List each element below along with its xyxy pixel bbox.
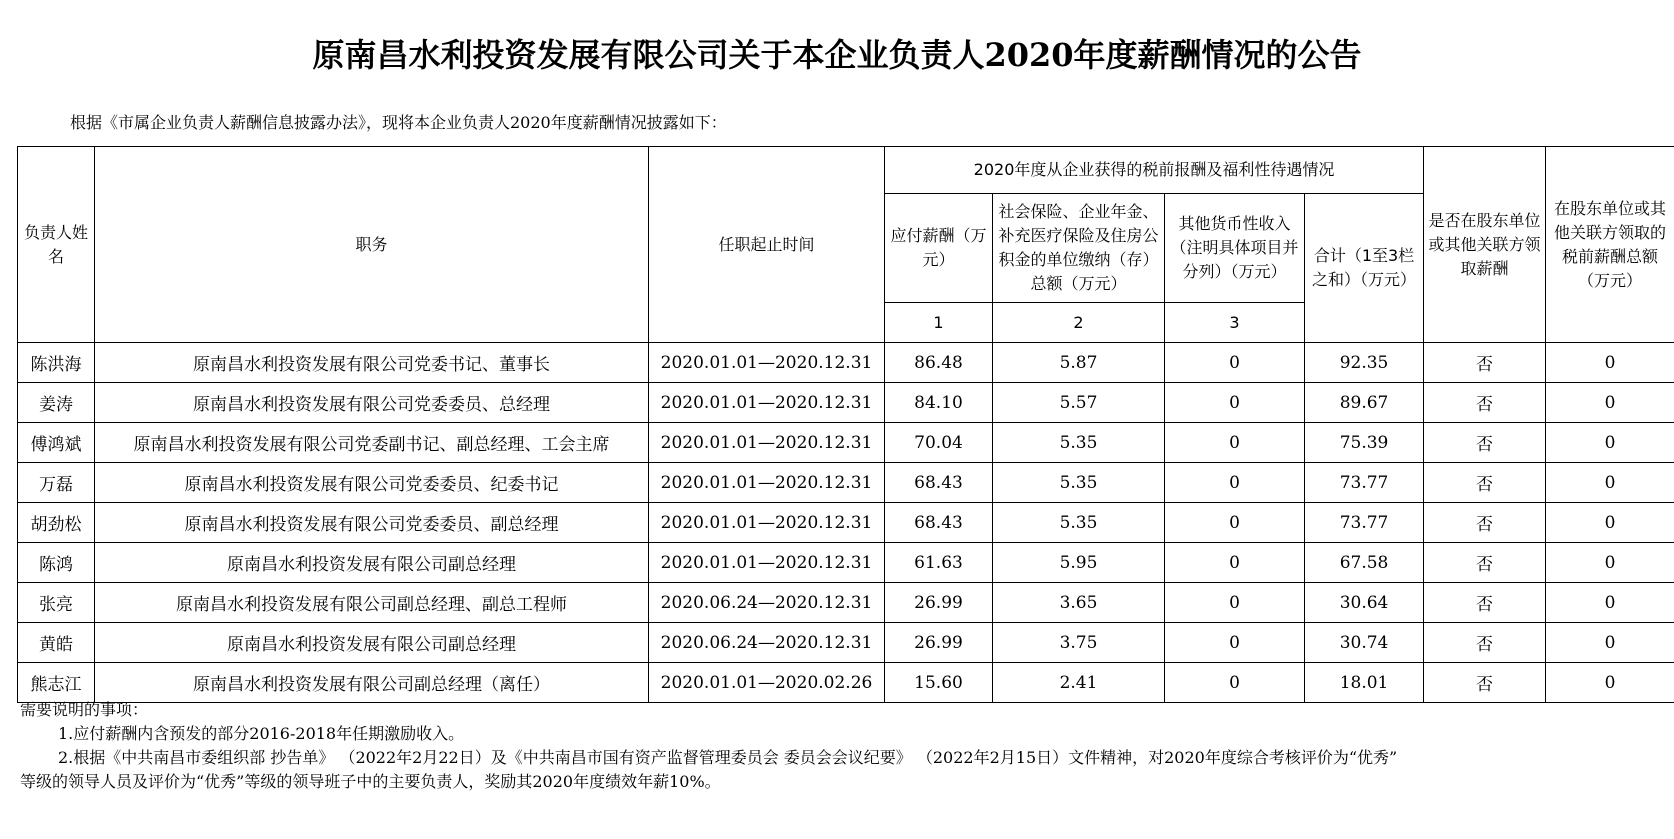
cell-name: 万磊	[18, 463, 95, 503]
cell-shareholder-amount: 0	[1546, 543, 1674, 583]
header-insurance: 社会保险、企业年金、补充医疗保险及住房公积金的单位缴纳（存）总额（万元）	[993, 194, 1165, 303]
cell-name: 黄皓	[18, 623, 95, 663]
cell-insurance: 5.35	[993, 503, 1165, 543]
cell-name: 张亮	[18, 583, 95, 623]
cell-insurance: 5.95	[993, 543, 1165, 583]
cell-pay: 26.99	[885, 583, 993, 623]
cell-total: 18.01	[1305, 663, 1424, 703]
cell-position: 原南昌水利投资发展有限公司副总经理（离任）	[95, 663, 649, 703]
header-col-1: 1	[885, 303, 993, 343]
cell-total: 30.74	[1305, 623, 1424, 663]
notes-section	[20, 698, 1665, 794]
cell-other: 0	[1165, 543, 1305, 583]
cell-name: 陈洪海	[18, 343, 95, 383]
cell-term: 2020.01.01—2020.12.31	[649, 423, 885, 463]
cell-pay: 61.63	[885, 543, 993, 583]
cell-shareholder: 否	[1424, 343, 1546, 383]
cell-name: 胡劲松	[18, 503, 95, 543]
cell-other: 0	[1165, 623, 1305, 663]
cell-shareholder: 否	[1424, 463, 1546, 503]
cell-name: 姜涛	[18, 383, 95, 423]
cell-other: 0	[1165, 343, 1305, 383]
table-row	[18, 543, 1674, 583]
cell-shareholder-amount: 0	[1546, 463, 1674, 503]
header-col-2: 2	[993, 303, 1165, 343]
cell-total: 73.77	[1305, 503, 1424, 543]
header-name: 负责人姓名	[18, 147, 95, 343]
cell-term: 2020.01.01—2020.02.26	[649, 663, 885, 703]
table-row	[18, 503, 1674, 543]
cell-name: 傅鸿斌	[18, 423, 95, 463]
table-row	[18, 423, 1674, 463]
cell-position: 原南昌水利投资发展有限公司党委委员、总经理	[95, 383, 649, 423]
cell-name: 熊志江	[18, 663, 95, 703]
cell-other: 0	[1165, 663, 1305, 703]
cell-position: 原南昌水利投资发展有限公司副总经理	[95, 543, 649, 583]
cell-other: 0	[1165, 383, 1305, 423]
cell-shareholder: 否	[1424, 383, 1546, 423]
cell-pay: 26.99	[885, 623, 993, 663]
note-item-2: 2.根据《中共南昌市委组织部 抄告单》 （2022年2月22日）及《中共南昌市国有资产监督管理委员会 委员会会议纪要》 （2022年2月15日）文件精神，对2020年度综合考核评价为“优秀”	[58, 748, 1398, 767]
header-total: 合计（1至3栏之和）（万元）	[1305, 194, 1424, 343]
cell-total: 75.39	[1305, 423, 1424, 463]
cell-total: 67.58	[1305, 543, 1424, 583]
cell-insurance: 3.65	[993, 583, 1165, 623]
cell-insurance: 2.41	[993, 663, 1165, 703]
cell-shareholder-amount: 0	[1546, 423, 1674, 463]
header-shareholder-paid: 是否在股东单位或其他关联方领取薪酬	[1424, 147, 1546, 343]
cell-position: 原南昌水利投资发展有限公司副总经理、副总工程师	[95, 583, 649, 623]
cell-shareholder-amount: 0	[1546, 383, 1674, 423]
cell-position: 原南昌水利投资发展有限公司党委委员、副总经理	[95, 503, 649, 543]
note-item-1: 1.应付薪酬内含预发的部分2016-2018年任期激励收入。	[58, 724, 465, 743]
cell-shareholder-amount: 0	[1546, 343, 1674, 383]
header-shareholder-amount: 在股东单位或其他关联方领取的税前薪酬总额（万元）	[1546, 147, 1674, 343]
cell-total: 92.35	[1305, 343, 1424, 383]
cell-position: 原南昌水利投资发展有限公司党委副书记、副总经理、工会主席	[95, 423, 649, 463]
salary-table	[17, 146, 1674, 703]
notes-heading: 需要说明的事项：	[20, 700, 149, 719]
cell-shareholder: 否	[1424, 623, 1546, 663]
cell-term: 2020.01.01—2020.12.31	[649, 463, 885, 503]
cell-insurance: 5.35	[993, 463, 1165, 503]
header-term: 任职起止时间	[649, 147, 885, 343]
cell-term: 2020.06.24—2020.12.31	[649, 583, 885, 623]
cell-other: 0	[1165, 423, 1305, 463]
cell-term: 2020.01.01—2020.12.31	[649, 503, 885, 543]
header-compensation-group: 2020年度从企业获得的税前报酬及福利性待遇情况	[885, 147, 1424, 194]
cell-shareholder-amount: 0	[1546, 623, 1674, 663]
cell-shareholder: 否	[1424, 663, 1546, 703]
header-pay: 应付薪酬（万元）	[885, 194, 993, 303]
cell-insurance: 5.87	[993, 343, 1165, 383]
cell-pay: 84.10	[885, 383, 993, 423]
cell-other: 0	[1165, 583, 1305, 623]
cell-insurance: 5.35	[993, 423, 1165, 463]
cell-pay: 68.43	[885, 503, 993, 543]
header-col-3: 3	[1165, 303, 1305, 343]
page-title: 原南昌水利投资发展有限公司关于本企业负责人2020年度薪酬情况的公告	[312, 36, 1362, 74]
cell-pay: 68.43	[885, 463, 993, 503]
cell-name: 陈鸿	[18, 543, 95, 583]
cell-pay: 86.48	[885, 343, 993, 383]
table-row	[18, 583, 1674, 623]
cell-position: 原南昌水利投资发展有限公司党委委员、纪委书记	[95, 463, 649, 503]
cell-term: 2020.01.01—2020.12.31	[649, 543, 885, 583]
header-other-income: 其他货币性收入（注明具体项目并分列）（万元）	[1165, 194, 1305, 303]
cell-pay: 70.04	[885, 423, 993, 463]
cell-shareholder-amount: 0	[1546, 583, 1674, 623]
table-row	[18, 623, 1674, 663]
cell-term: 2020.01.01—2020.12.31	[649, 343, 885, 383]
note-item-2-continued: 等级的领导人员及评价为“优秀”等级的领导班子中的主要负责人，奖励其2020年度绩效年薪10%。	[20, 772, 721, 791]
cell-position: 原南昌水利投资发展有限公司党委书记、董事长	[95, 343, 649, 383]
cell-insurance: 5.57	[993, 383, 1165, 423]
cell-shareholder-amount: 0	[1546, 663, 1674, 703]
cell-shareholder-amount: 0	[1546, 503, 1674, 543]
cell-insurance: 3.75	[993, 623, 1165, 663]
cell-total: 89.67	[1305, 383, 1424, 423]
cell-position: 原南昌水利投资发展有限公司副总经理	[95, 623, 649, 663]
cell-total: 73.77	[1305, 463, 1424, 503]
cell-total: 30.64	[1305, 583, 1424, 623]
cell-term: 2020.01.01—2020.12.31	[649, 383, 885, 423]
table-row	[18, 463, 1674, 503]
table-row	[18, 343, 1674, 383]
cell-shareholder: 否	[1424, 503, 1546, 543]
table-row	[18, 383, 1674, 423]
cell-other: 0	[1165, 463, 1305, 503]
cell-other: 0	[1165, 503, 1305, 543]
cell-pay: 15.60	[885, 663, 993, 703]
header-position: 职务	[95, 147, 649, 343]
table-row	[18, 663, 1674, 703]
cell-term: 2020.06.24—2020.12.31	[649, 623, 885, 663]
cell-shareholder: 否	[1424, 423, 1546, 463]
intro-text: 根据《市属企业负责人薪酬信息披露办法》，现将本企业负责人2020年度薪酬情况披露如下：	[70, 113, 727, 132]
cell-shareholder: 否	[1424, 583, 1546, 623]
cell-shareholder: 否	[1424, 543, 1546, 583]
